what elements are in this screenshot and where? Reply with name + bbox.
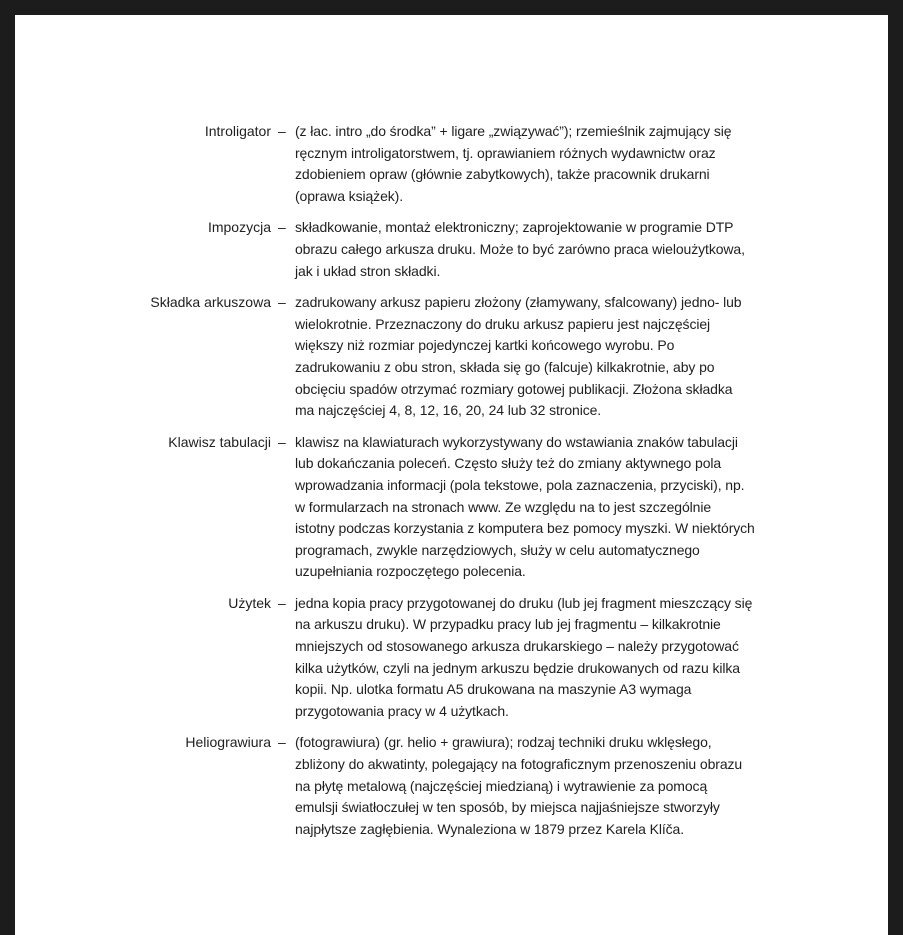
definition-line: (z łac. intro „do środka” + ligare „związywać”); rzemieślnik zajmujący się <box>295 123 732 139</box>
definition-line: w formularzach na stronach www. Ze względu na to jest szczególnie <box>295 498 712 515</box>
definition-line: kopii. Np. ulotka formatu A5 drukowana na maszynie A3 wymaga <box>295 681 692 698</box>
definition-line: mniejszych od stosowanego arkusza drukarskiego – należy przygotować <box>295 638 739 655</box>
glossary-term: Impozycja <box>207 219 271 236</box>
term-separator: – <box>278 433 286 450</box>
glossary-definition[interactable] <box>295 292 795 422</box>
glossary-entry <box>15 432 888 583</box>
definition-line: jak i układ stron składki. <box>295 262 441 279</box>
definition-line: (oprawa książek). <box>295 187 404 204</box>
definition-line: lub dokańczania poleceń. Często służy też do zmiany aktywnego pola <box>295 455 722 472</box>
definition-line: zadrukowaniu z obu stron, składa się go (falcuje) kilkakrotnie, aby po <box>295 358 715 375</box>
definition-line: ma najczęściej 4, 8, 12, 16, 20, 24 lub 32 stronice. <box>295 402 602 419</box>
definition-line: obcięciu spadów otrzymać rozmiary gotowej publikacji. Złożona składka <box>295 380 733 397</box>
glossary-term: Składka arkuszowa <box>150 294 271 311</box>
glossary-term: Heliograwiura <box>185 734 271 751</box>
glossary-definition[interactable] <box>295 593 795 723</box>
term-separator: – <box>278 219 286 236</box>
definition-line: składkowanie, montaż elektroniczny; zaprojektowanie w programie DTP <box>295 219 734 236</box>
definition-line: na płytę metalową (najczęściej miedzianą) i wytrawienie za pomocą <box>295 777 708 794</box>
glossary-entry <box>15 292 888 422</box>
glossary-definition[interactable] <box>295 217 795 282</box>
definition-line: na arkuszu druku). W przypadku pracy lub jej fragmentu – kilkakrotnie <box>295 616 721 633</box>
definition-line: zbliżony do akwatinty, polegający na fotograficznym przenoszeniu obrazu <box>295 756 743 773</box>
definition-line: wielokrotnie. Przeznaczony do druku arkusz papieru jest najczęściej <box>295 315 711 332</box>
definition-line: uzupełniania rozpoczętego polecenia. <box>295 563 526 580</box>
definition-line: klawisz na klawiaturach wykorzystywany do wstawiania znaków tabulacji <box>295 433 738 450</box>
glossary-entry <box>15 121 888 207</box>
definition-line: przygotowania pracy w 4 użytkach. <box>295 702 509 719</box>
glossary-entry <box>15 732 888 840</box>
definition-line: istotny podczas korzystania z komputera bez pomocy myszki. W niektórych <box>295 520 755 537</box>
glossary-term: Użytek <box>228 594 271 611</box>
glossary-entry <box>15 217 888 282</box>
definition-line: najpłytsze zagłębienia. Wynaleziona w 1879 przez Karela Klíča. <box>295 820 685 837</box>
glossary-definition[interactable] <box>295 121 795 207</box>
definition-line: (fotograwiura) (gr. helio + grawiura); rodzaj techniki druku wklęsłego, <box>295 734 712 751</box>
definition-line: zdobieniem opraw (głównie zabytkowych), także pracownik drukarni <box>295 166 710 183</box>
glossary-term: Introligator <box>204 123 271 139</box>
definition-line: większy niż rozmiar pojedynczej kartki końcowego wyrobu. Po <box>295 337 675 354</box>
term-separator: – <box>278 123 286 139</box>
glossary-term: Klawisz tabulacji <box>168 433 271 450</box>
glossary-list <box>15 121 888 850</box>
definition-line: jedna kopia pracy przygotowanej do druku (lub jej fragment mieszczący się <box>295 594 753 611</box>
definition-line: wprowadzania informacji (pola tekstowe, pola zaznaczenia, przyciski), np. <box>295 476 745 493</box>
glossary-definition[interactable] <box>295 732 795 840</box>
definition-line: kilka użytków, czyli na jednym arkuszu będzie drukowanych od razu kilka <box>295 659 740 676</box>
definition-line: zadrukowany arkusz papieru złożony (złamywany, sfalcowany) jedno- lub <box>295 294 742 311</box>
glossary-entry <box>15 593 888 723</box>
document-page[interactable] <box>15 15 888 935</box>
glossary-definition[interactable] <box>295 432 795 583</box>
definition-line: emulsji światłoczułej w ten sposób, by miejsca najjaśniejsze stworzyły <box>295 799 720 816</box>
definition-line: obrazu całego arkusza druku. Może to być zarówno praca wieloużytkowa, <box>295 240 745 257</box>
term-separator: – <box>278 734 286 751</box>
definition-line: ręcznym introligatorstwem, tj. oprawianiem różnych wydawnictw oraz <box>295 144 716 161</box>
term-separator: – <box>278 594 286 611</box>
definition-line: programach, zwykle narzędziowych, służy w celu automatycznego <box>295 541 700 558</box>
term-separator: – <box>278 294 286 311</box>
